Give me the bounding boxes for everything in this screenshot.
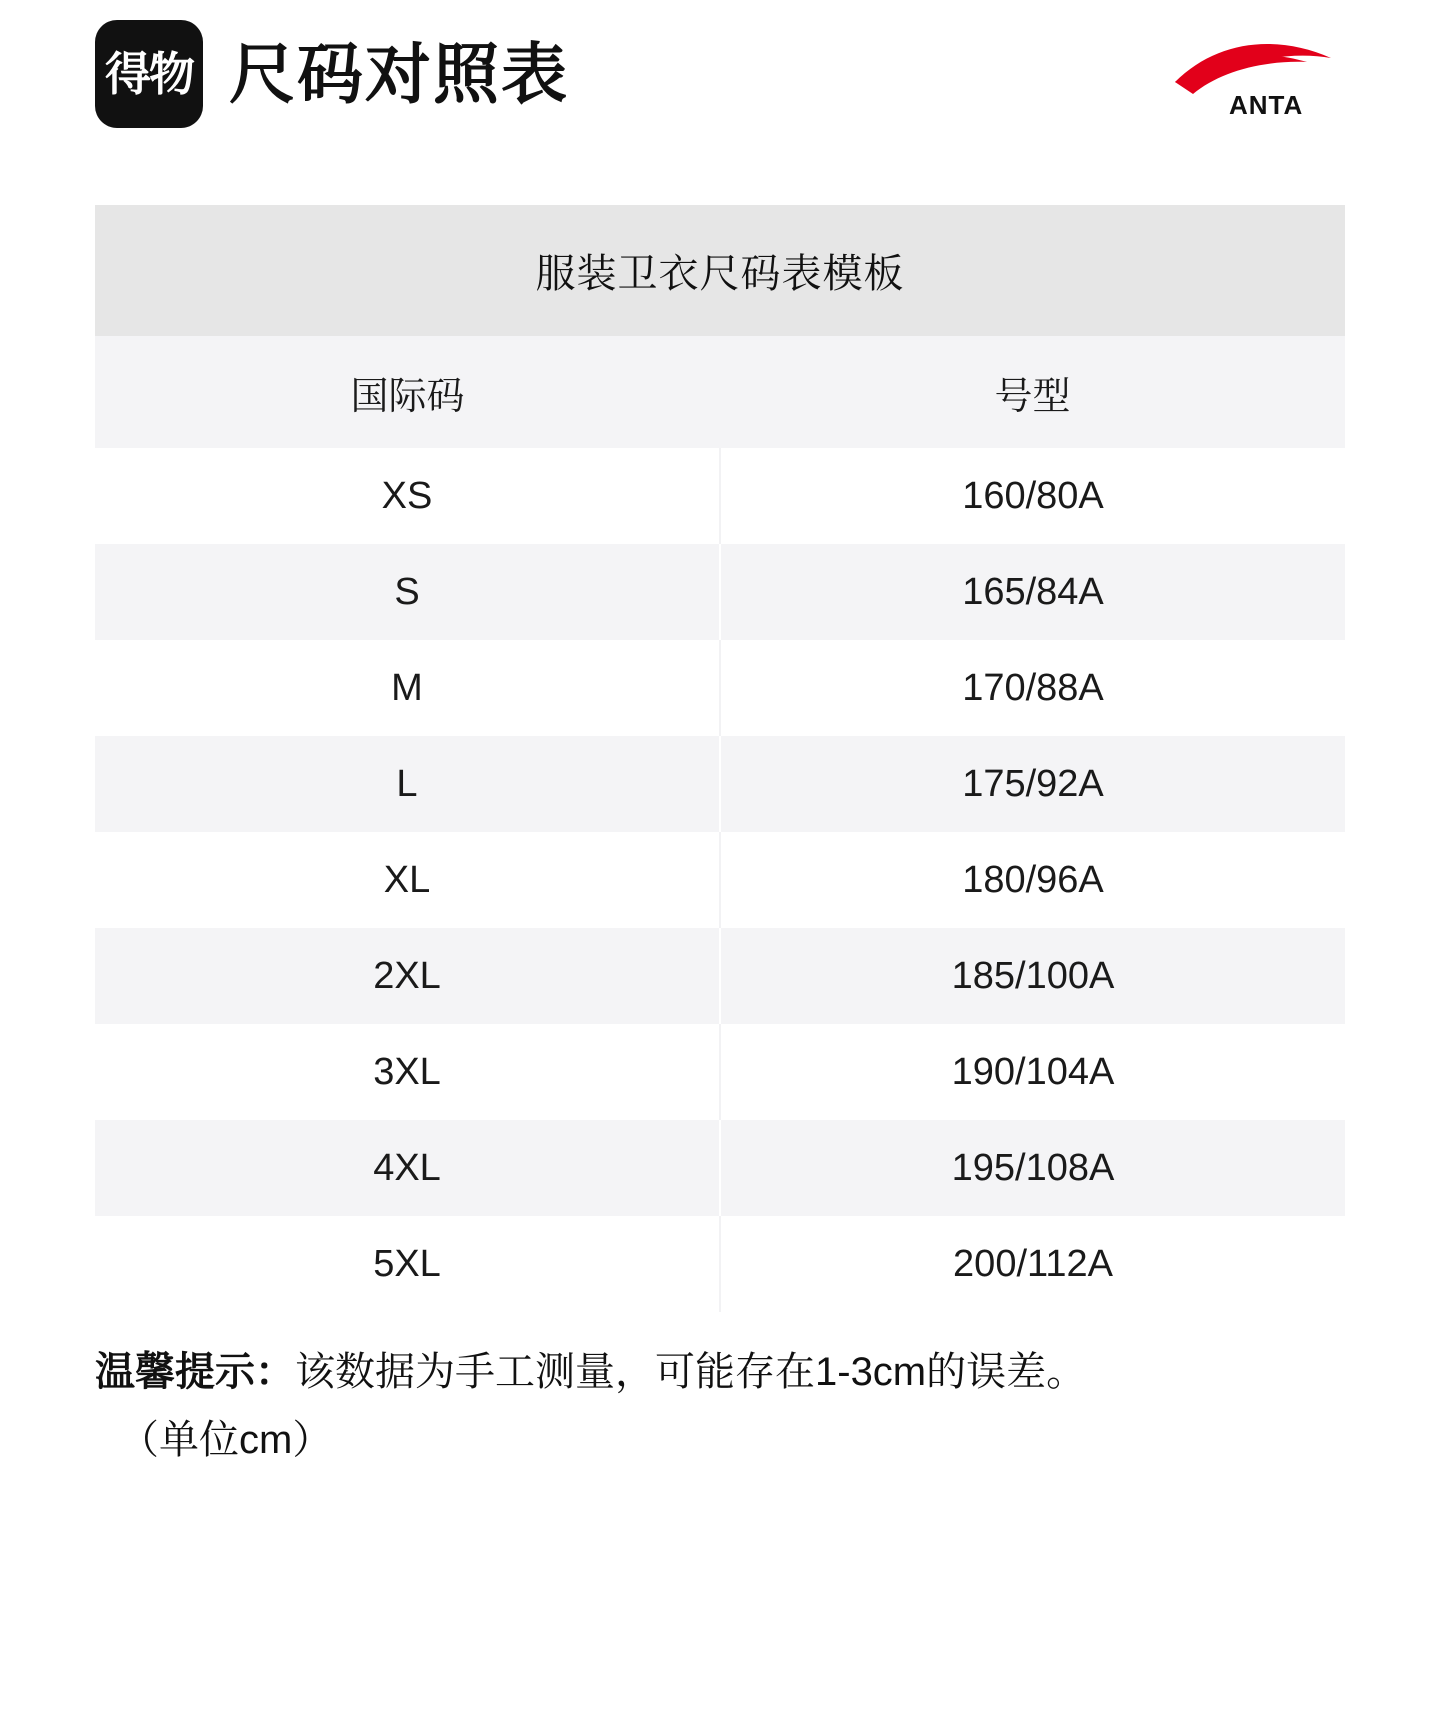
- size-chart: [95, 205, 1345, 1312]
- table-row: [95, 1120, 1345, 1216]
- table-row: [95, 832, 1345, 928]
- note-label: 温馨提示：: [95, 1350, 295, 1394]
- dewu-logo-icon: [95, 20, 203, 128]
- table-row: [95, 640, 1345, 736]
- table-row: [95, 1216, 1345, 1312]
- cell-size: 4XL: [95, 1120, 720, 1216]
- table-row: [95, 544, 1345, 640]
- cell-size: S: [95, 544, 720, 640]
- cell-spec: 185/100A: [720, 928, 1345, 1024]
- dewu-logo-text: 得物: [105, 47, 193, 101]
- svg-text:ANTA: ANTA: [1229, 90, 1304, 120]
- cell-size: 2XL: [95, 928, 720, 1024]
- table-row: [95, 736, 1345, 832]
- column-header-spec: 号型: [720, 336, 1345, 448]
- cell-spec: 170/88A: [720, 640, 1345, 736]
- cell-spec: 195/108A: [720, 1120, 1345, 1216]
- table-header-row: [95, 336, 1345, 448]
- cell-size: L: [95, 736, 720, 832]
- cell-spec: 165/84A: [720, 544, 1345, 640]
- cell-spec: 190/104A: [720, 1024, 1345, 1120]
- page-header: [0, 0, 1440, 120]
- anta-logo-icon: [1167, 28, 1337, 120]
- column-header-international-size: 国际码: [95, 336, 720, 448]
- cell-size: XS: [95, 448, 720, 544]
- cell-spec: 175/92A: [720, 736, 1345, 832]
- cell-size: 3XL: [95, 1024, 720, 1120]
- page-title: 尺码对照表: [229, 37, 569, 111]
- note-text: 该数据为手工测量，可能存在1-3cm的误差。: [295, 1350, 1087, 1394]
- cell-size: 5XL: [95, 1216, 720, 1312]
- size-table: [95, 336, 1345, 1312]
- cell-size: M: [95, 640, 720, 736]
- table-row: [95, 448, 1345, 544]
- table-row: [95, 928, 1345, 1024]
- cell-spec: 160/80A: [720, 448, 1345, 544]
- size-chart-title: 服装卫衣尺码表模板: [95, 205, 1345, 336]
- size-table-body: [95, 448, 1345, 1312]
- cell-spec: 200/112A: [720, 1216, 1345, 1312]
- cell-size: XL: [95, 832, 720, 928]
- cell-spec: 180/96A: [720, 832, 1345, 928]
- note-unit: （单位cm）: [119, 1418, 333, 1462]
- table-row: [95, 1024, 1345, 1120]
- footer-note: [95, 1342, 1345, 1470]
- size-table-head: [95, 336, 1345, 448]
